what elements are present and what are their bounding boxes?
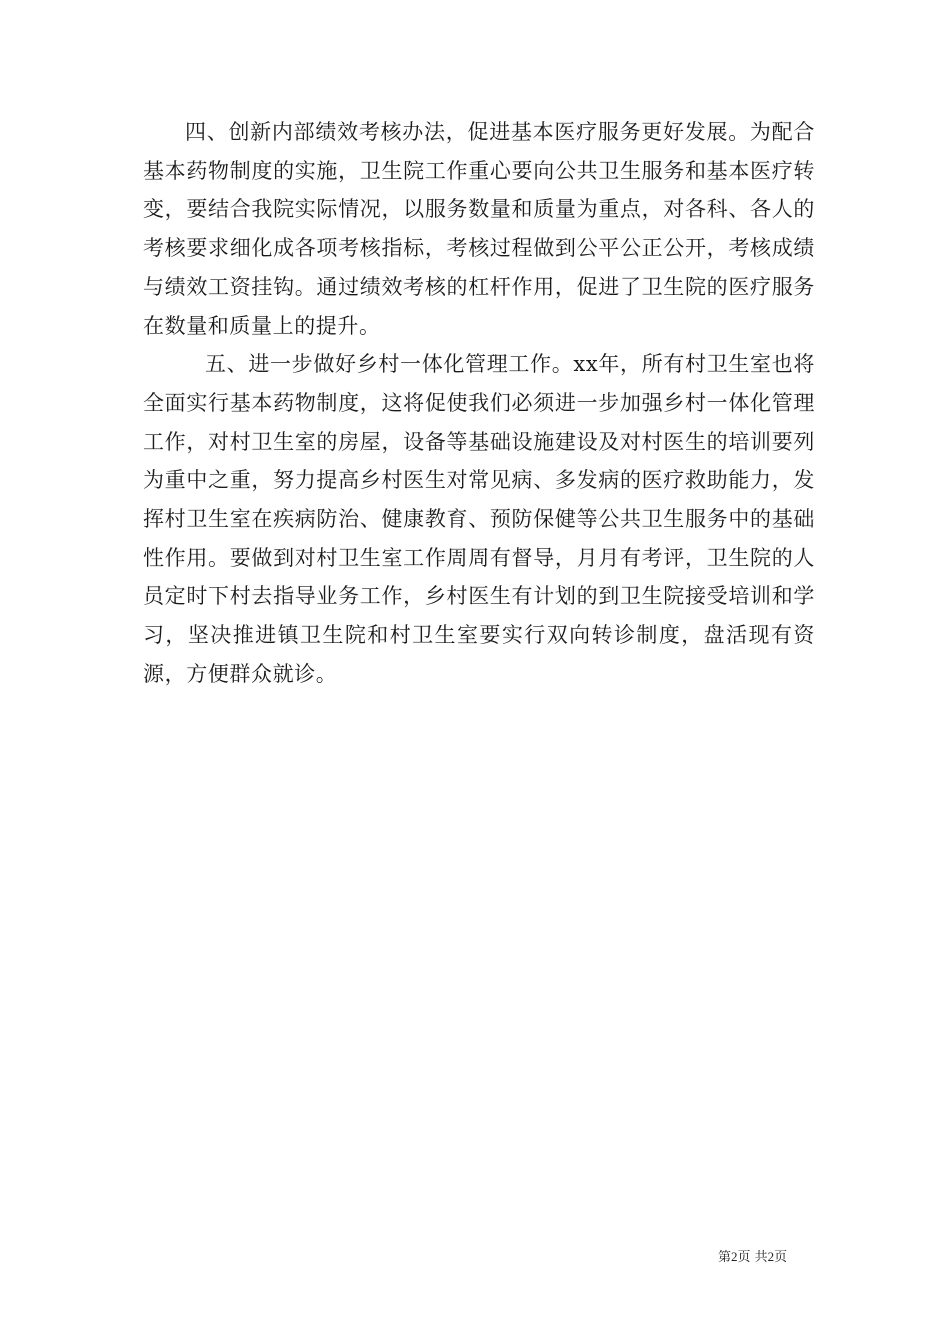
footer-suffix: 页: [774, 1250, 788, 1265]
page-footer: [718, 1246, 787, 1265]
document-body: [143, 113, 815, 694]
footer-current-page: 2: [731, 1249, 738, 1264]
footer-total-pages: 2: [767, 1249, 775, 1264]
paragraph-item-4: 四、创新内部绩效考核办法，促进基本医疗服务更好发展。为配合基本药物制度的实施，卫生院工作重心要向公共卫生服务和基本医疗转变，要结合我院实际情况，以服务数量和质量为重点，对各科、各人的考核要求细化成各项考核指标，考核过程做到公平公正公开，考核成绩与绩效工资挂钩。通过绩效考核的杠杆作用，促进了卫生院的医疗服务在数量和质量上的提升。: [143, 120, 815, 338]
footer-prefix: 第: [718, 1250, 732, 1265]
paragraph-item-5: 五、进一步做好乡村一体化管理工作。xx年，所有村卫生室也将全面实行基本药物制度，这将促使我们必须进一步加强乡村一体化管理工作，对村卫生室的房屋，设备等基础设施建设及对村医生的培训要列为重中之重，努力提高乡村医生对常见病、多发病的医疗救助能力，发挥村卫生室在疾病防治、健康教育、预防保健等公共卫生服务中的基础性作用。要做到对村卫生室工作周周有督导，月月有考评，卫生院的人员定时下村去指导业务工作，乡村医生有计划的到卫生院接受培训和学习，坚决推进镇卫生院和村卫生室要实行双向转诊制度，盘活现有资源，方便群众就诊。: [143, 352, 815, 686]
footer-middle: 页 共: [737, 1250, 768, 1265]
